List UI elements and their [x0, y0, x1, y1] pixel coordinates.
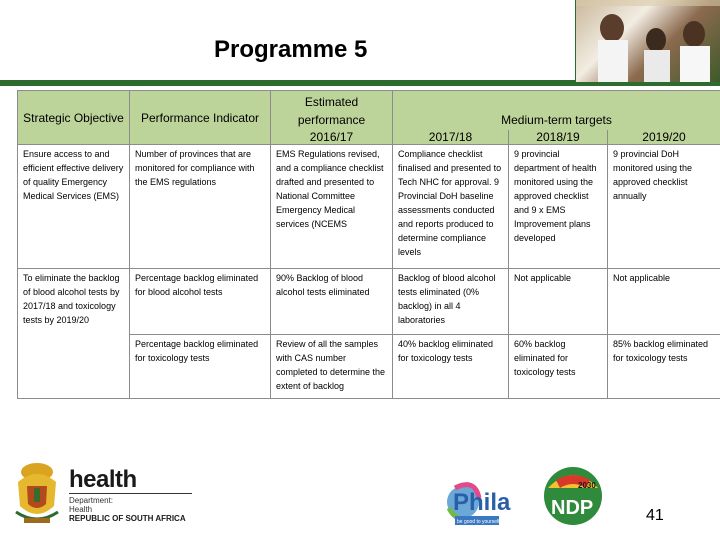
header-year-2: 2018/19: [509, 130, 608, 145]
cell-target-1: Backlog of blood alcohol tests eliminated (0% backlog) in all 4 laboratories: [393, 269, 509, 335]
health-wordmark: health: [69, 466, 137, 493]
cell-objective: To eliminate the backlog of blood alcohol tests by 2017/18 and toxicology tests by 2019/20: [18, 269, 130, 399]
header-strategic-objective: Strategic Objective: [18, 91, 130, 145]
table-row: [18, 145, 720, 269]
ndp-wordmark: NDP: [551, 497, 594, 519]
header-year-3: 2019/20: [608, 130, 720, 145]
header-estimated-year: 2016/17: [271, 130, 393, 145]
dept-name: Health: [69, 505, 93, 514]
cell-estimated: 90% Backlog of blood alcohol tests eliminated: [271, 269, 393, 335]
cell-indicator: Percentage backlog eliminated for toxicology tests: [130, 335, 271, 399]
header-medium-term-targets: Medium-term targets: [393, 91, 720, 131]
ndp-year: 2030: [578, 481, 596, 490]
phila-logo: [445, 478, 529, 533]
cell-target-1: 40% backlog eliminated for toxicology tests: [393, 335, 509, 399]
cell-target-3: Not applicable: [608, 269, 720, 335]
dept-label: Department:: [69, 496, 114, 505]
cell-target-2: Not applicable: [509, 269, 608, 335]
header-estimated-performance: Estimated performance: [271, 91, 393, 131]
cell-estimated: EMS Regulations revised, and a compliance checklist drafted and presented to National Committee Emergency Medical services (NCEMS: [271, 145, 393, 269]
targets-table: [17, 90, 720, 399]
cell-target-2: 9 provincial department of health monitored using the approved checklist and 9 x EMS Improvement plans developed: [509, 145, 608, 269]
cell-estimated: Review of all the samples with CAS number completed to determine the extent of backlog: [271, 335, 393, 399]
table-row: [18, 269, 720, 335]
phila-tagline: be good to yourself: [457, 519, 500, 525]
cell-objective: Ensure access to and efficient effective delivery of quality Emergency Medical Services (EMS): [18, 145, 130, 269]
header-performance-indicator: Performance Indicator: [130, 91, 271, 145]
cell-target-3: 9 provincial DoH monitored using the approved checklist annually: [608, 145, 720, 269]
cell-indicator: Percentage backlog eliminated for blood alcohol tests: [130, 269, 271, 335]
cell-target-1: Compliance checklist finalised and presented to Tech NHC for approval. 9 Provincial DoH baseline assessments conducted and reports produced to determine compliance levels: [393, 145, 509, 269]
page-title: Programme 5: [214, 36, 368, 63]
page-number: 41: [646, 507, 664, 524]
dept-country: REPUBLIC OF SOUTH AFRICA: [69, 514, 186, 523]
wordmark-divider: [69, 493, 192, 494]
ndp-2030-logo: [542, 462, 604, 537]
coat-of-arms-logo: [10, 460, 64, 533]
cell-target-3: 85% backlog eliminated for toxicology tests: [608, 335, 720, 399]
header-photo: [576, 0, 720, 82]
phila-wordmark: Phila: [453, 489, 511, 516]
header-year-1: 2017/18: [393, 130, 509, 145]
cell-indicator: Number of provinces that are monitored for compliance with the EMS regulations: [130, 145, 271, 269]
cell-target-2: 60% backlog eliminated for toxicology tests: [509, 335, 608, 399]
